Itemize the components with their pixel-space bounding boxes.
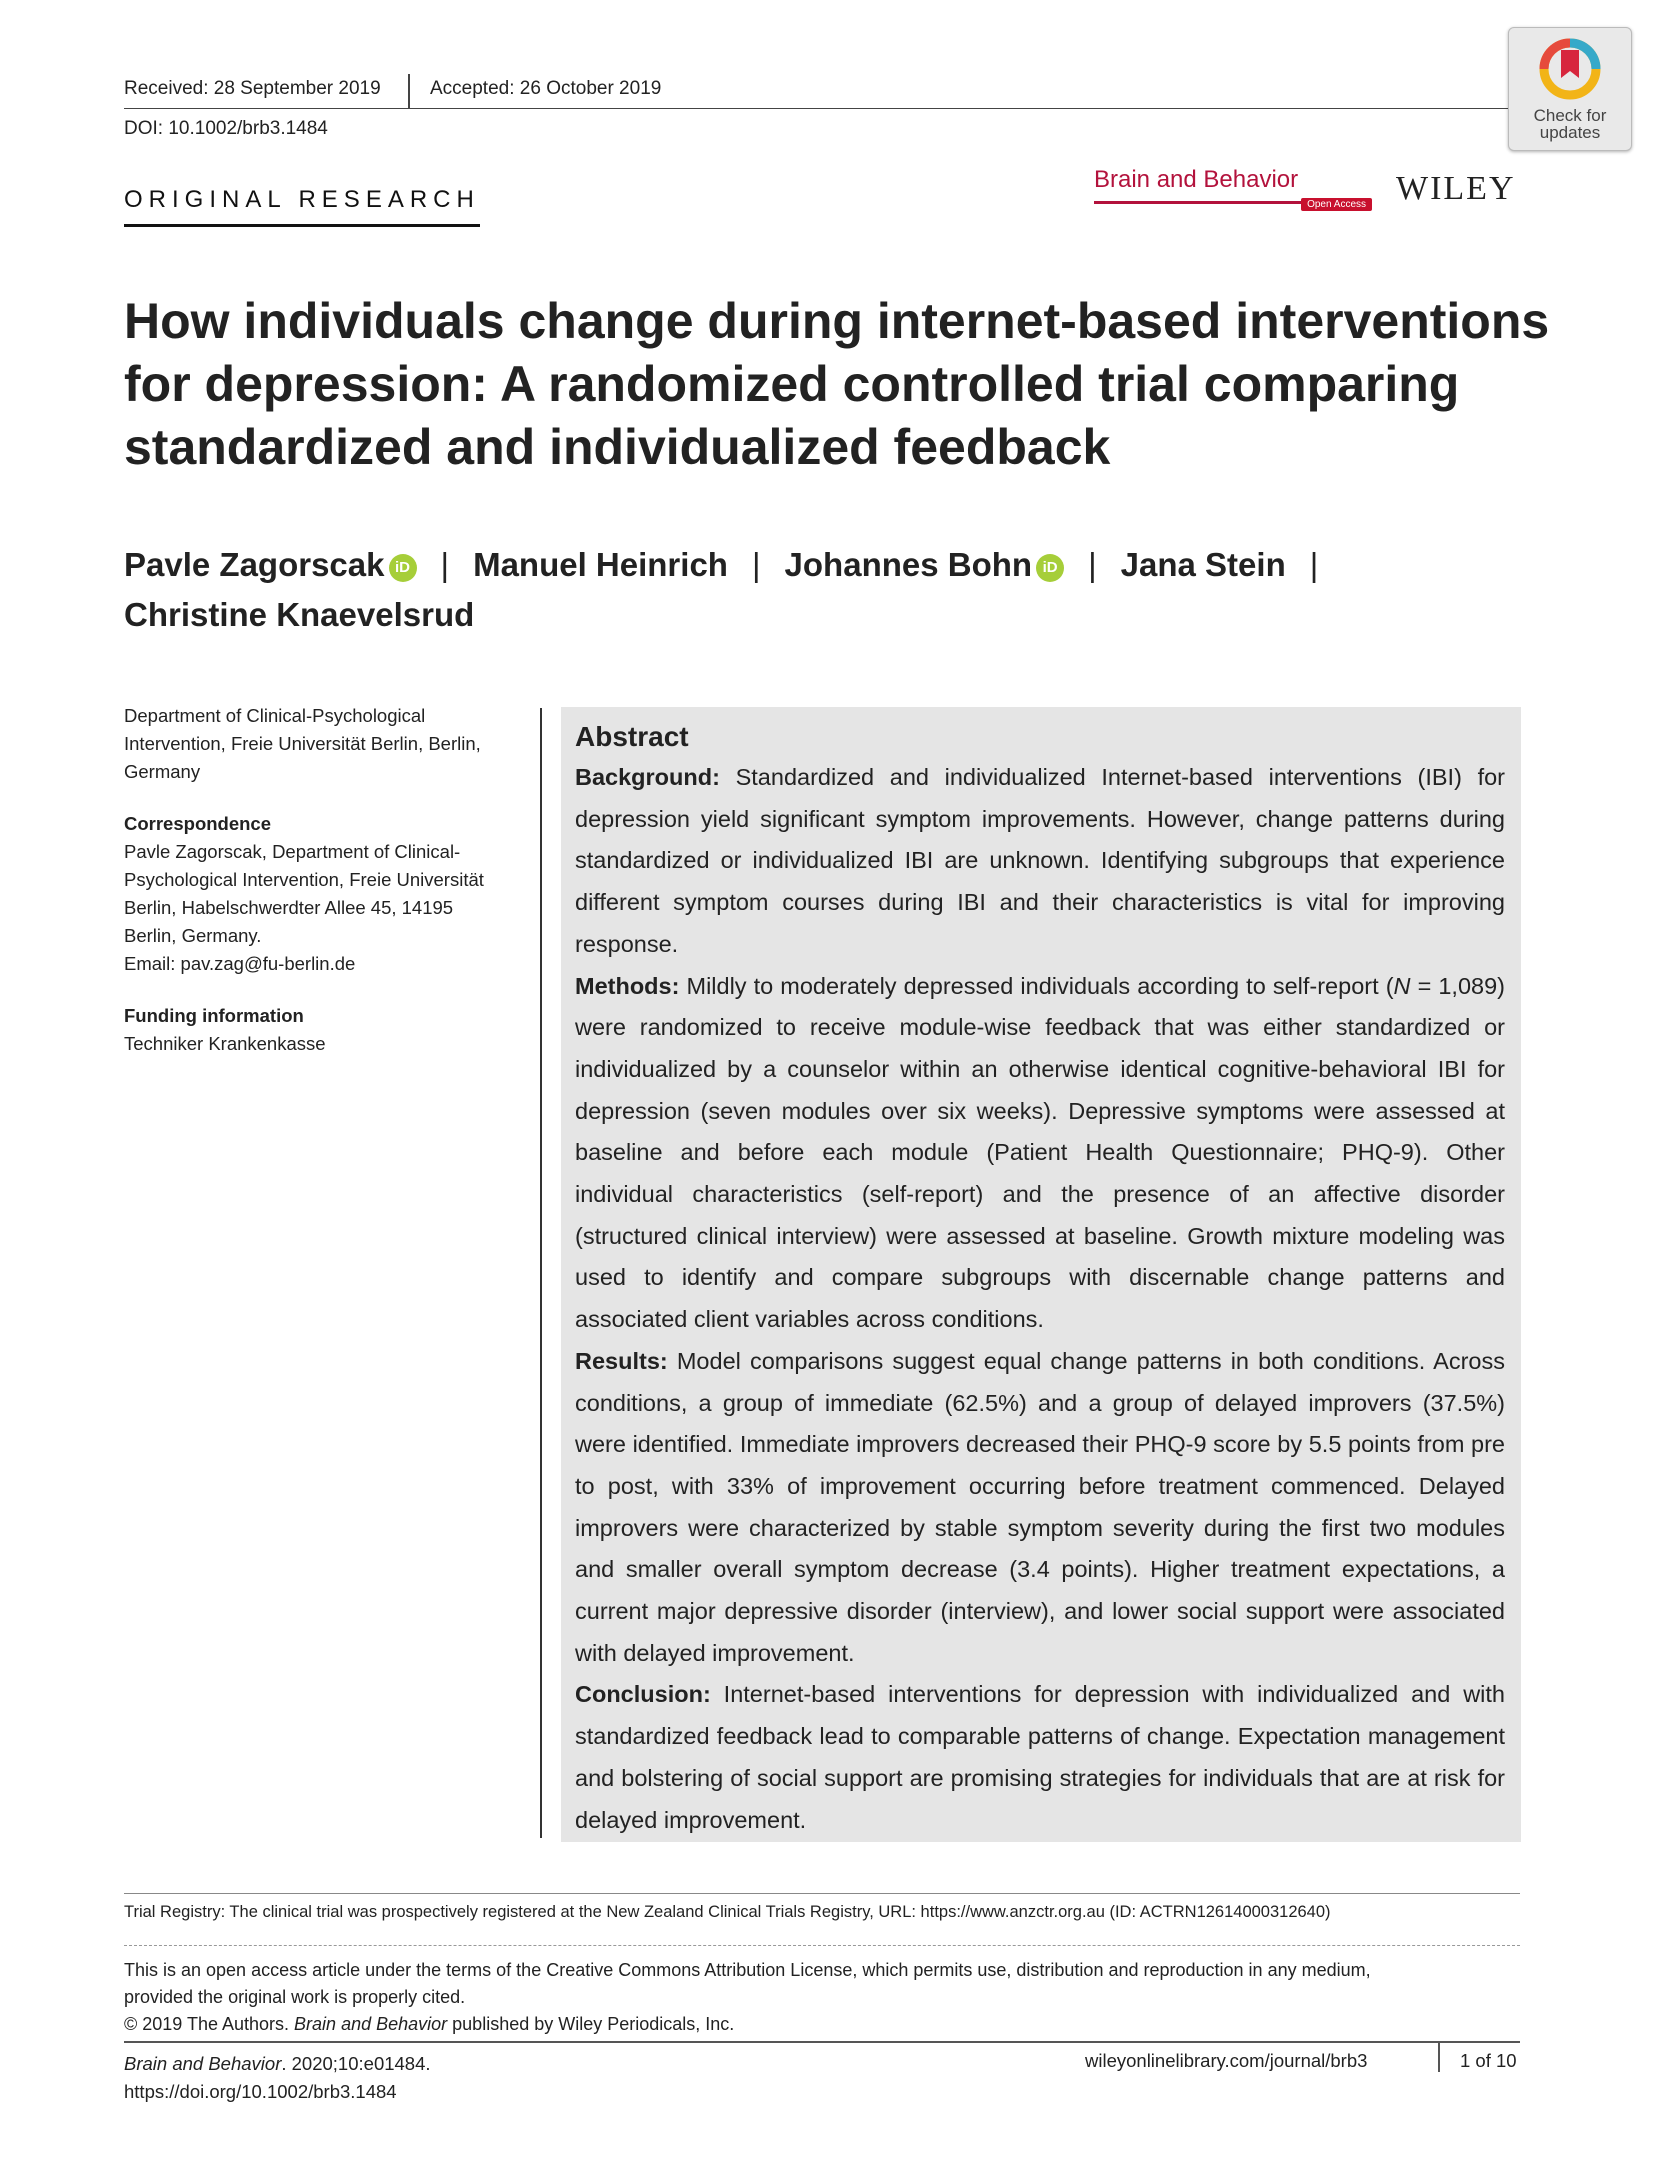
open-access-badge: Open Access <box>1301 198 1372 211</box>
author-separator: | <box>751 546 761 583</box>
column-divider <box>540 708 542 1838</box>
copyright-line: © 2019 The Authors. Brain and Behavior published by Wiley Periodicals, Inc. <box>124 2014 735 2034</box>
affiliation: Department of Clinical-Psychological Intervention, Freie Universität Berlin, Berlin, Germany <box>124 705 481 782</box>
article-type: ORIGINAL RESEARCH <box>124 186 480 227</box>
open-access-note: This is an open access article under the terms of the Creative Commons Attribution License, which permits use, distribution and reproduction in any medium, provided the original work is properly cited. © 2019 The Authors. Brain and Behavior published by Wiley Periodicals, Inc. <box>124 1957 1520 2038</box>
footnote-rule <box>124 1893 1520 1894</box>
footer-doi-link[interactable]: https://doi.org/10.1002/brb3.1484 <box>124 2081 397 2102</box>
header-divider <box>408 74 410 108</box>
correspondence: Correspondence Pavle Zagorscak, Department of Clinical- Psychological Intervention, Freie Universität Berlin, Habelschwerdter Allee 45, 14195 Berlin, Germany. Email: pav.zag@fu-berlin.de <box>124 810 524 978</box>
footnote-dashed-rule <box>124 1945 1520 1946</box>
funding-heading: Funding information <box>124 1005 304 1026</box>
journal-logo[interactable] <box>1094 166 1372 212</box>
check-updates-label: Check for updates <box>1533 106 1607 142</box>
funding-text: Techniker Krankenkasse <box>124 1033 326 1054</box>
trial-registry-note: Trial Registry: The clinical trial was prospectively registered at the New Zealand Clinical Trials Registry, URL: https://www.anzctr.org.au (ID: ACTRN12614000312640) <box>124 1903 1331 1921</box>
funding <box>124 1002 524 1058</box>
footer-rule <box>124 2041 1520 2043</box>
page-number: 1 of 10 <box>1460 2050 1517 2071</box>
orcid-icon[interactable]: iD <box>389 554 417 582</box>
author-separator: | <box>1309 546 1319 583</box>
journal-name: Brain and Behavior <box>1094 166 1299 193</box>
article-title <box>124 290 1550 479</box>
abstract-results: Results: Model comparisons suggest equal change patterns in both conditions. Across conditions, a group of immediate (62.5%) and a group of delayed improvers (37.5%) were identified. Immediate improvers decreased their PHQ-9 score by 5.5 points from pre to post, with 33% of improvement occurring before treatment commenced. Delayed improvers were characterized by stable symptom severity during the first two modules and smaller overall symptom decrease (3.4 points). Higher treatment expectations, a current major depressive disorder (interview), and lower social support were associated with delayed improvement. <box>575 1347 1505 1666</box>
author-name[interactable]: Manuel Heinrich <box>473 546 728 583</box>
title-line: standardized and individualized feedback <box>124 419 1111 475</box>
abstract-background: Background: Standardized and individualized Internet-based interventions (IBI) for depression yield significant symptom improvements. However, change patterns during standardized or individualized IBI are unknown. Identifying subgroups that experience different symptom courses during IBI and their characteristics is vital for improving response. <box>575 764 1505 957</box>
abstract-heading: Abstract <box>575 721 689 752</box>
abstract-methods: Methods: Mildly to moderately depressed individuals according to self-report (N = 1,089) were randomized to receive module-wise feedback that was either standardized or individualized by a counselor within an otherwise identical cognitive-behavioral IBI for depression (seven modules over six weeks). Depressive symptoms were assessed at baseline and before each module (Patient Health Questionnaire; PHQ-9). Other individual characteristics (self-report) and the presence of an affective disorder (structured clinical interview) were assessed at baseline. Growth mixture modeling was used to identify and compare subgroups with discernable change patterns and associated client variables across conditions. <box>575 972 1505 1333</box>
author-separator: | <box>1088 546 1097 583</box>
header-dates <box>124 70 1514 109</box>
accepted-date: Accepted: 26 October 2019 <box>430 78 662 99</box>
orcid-icon[interactable]: iD <box>1036 554 1064 582</box>
author-name[interactable]: Johannes Bohn <box>784 546 1033 583</box>
check-for-updates-button[interactable] <box>1508 27 1632 151</box>
title-line: How individuals change during internet-based interventions <box>124 293 1550 349</box>
publisher-logo[interactable]: WILEY <box>1396 170 1516 207</box>
received-date: Received: 28 September 2019 <box>124 78 381 99</box>
correspondence-email[interactable]: Email: pav.zag@fu-berlin.de <box>124 953 356 974</box>
footer-journal-site[interactable]: wileyonlinelibrary.com/journal/brb3 <box>1085 2050 1368 2071</box>
correspondence-heading: Correspondence <box>124 813 272 834</box>
author-name[interactable]: Pavle Zagorscak <box>124 546 385 583</box>
doi[interactable]: DOI: 10.1002/brb3.1484 <box>124 118 328 139</box>
check-updates-icon <box>1535 36 1605 102</box>
author-separator: | <box>440 546 450 583</box>
author-name[interactable]: Jana Stein <box>1120 546 1286 583</box>
author-list <box>124 540 1342 640</box>
author-name[interactable]: Christine Knaevelsrud <box>124 596 475 633</box>
footer-citation: Brain and Behavior. 2020;10:e01484. https://doi.org/10.1002/brb3.1484 <box>124 2050 431 2106</box>
title-line: for depression: A randomized controlled trial comparing <box>124 356 1460 412</box>
abstract-box <box>561 707 1521 1842</box>
author-info-column <box>124 702 524 1082</box>
abstract-conclusion: Conclusion: Internet-based interventions for depression with individualized and with standardized feedback lead to comparable patterns of change. Expectation management and bolstering of social support are promising strategies for individuals that are at risk for delayed improvement. <box>575 1681 1505 1833</box>
footer-divider <box>1438 2042 1440 2072</box>
